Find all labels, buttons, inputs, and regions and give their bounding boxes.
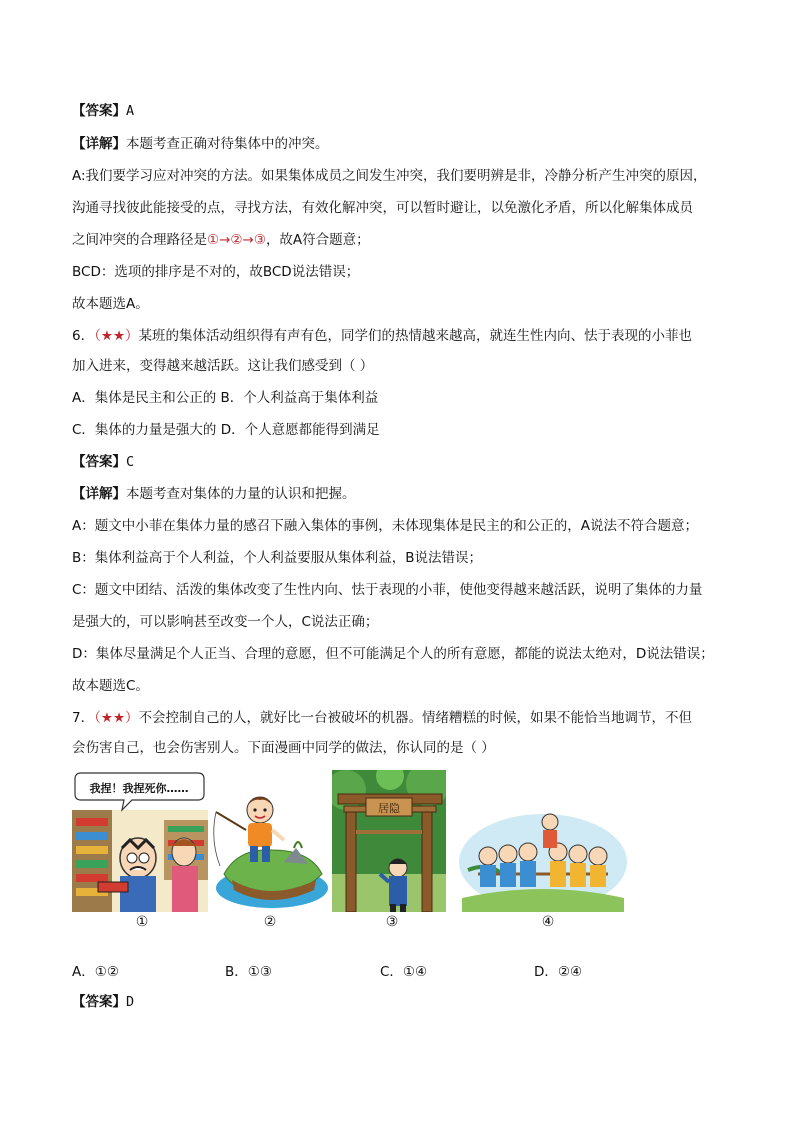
a-line3-pre: 之间冲突的合理路径是 (72, 232, 207, 248)
q7-answer (72, 992, 732, 1012)
q7-stem-1 (72, 708, 732, 728)
difficulty-stars: （★★） (94, 328, 139, 344)
cartoon-tug-of-war (458, 770, 628, 912)
answer-value: A (126, 103, 135, 119)
detail-intro: 本题考查正确对待集体中的冲突。 (126, 136, 329, 152)
team-left (479, 843, 537, 887)
speech-bubble-text: 我捏！我捏死你…… (89, 782, 189, 795)
question-number: 6． (72, 328, 95, 344)
answer-label: 【答案】 (72, 454, 126, 470)
pic-label-4: ④ (541, 914, 555, 930)
q5-detail (72, 134, 732, 154)
cartoon-fishing-island (210, 770, 330, 912)
detail-label: 【详解】 (72, 486, 126, 502)
q7-option-c: C．①④ (380, 964, 428, 980)
q6-conclusion: 故本题选C。 (72, 678, 149, 694)
q5-bcd-line: BCD：选项的排序是不对的，故BCD说法错误； (72, 264, 360, 280)
pic-label-1: ① (135, 914, 149, 930)
team-right (549, 843, 607, 887)
pic-label-2: ② (263, 914, 277, 930)
q6-c-line-2: 是强大的，可以影响甚至改变一个人，C说法正确； (72, 614, 379, 630)
stem-text: 不会控制自己的人，就好比一台被破坏的机器。情绪糟糕的时候，如果不能恰当地调节，不但 (138, 710, 693, 726)
q6-answer (72, 452, 732, 472)
pic-label-3: ③ (385, 914, 399, 930)
q5-answer (72, 101, 732, 121)
gate-sign-text: 居隐 (378, 802, 400, 815)
q7-stem-2: 会伤害自己，也会伤害别人。下面漫画中同学的做法，你认同的是（ ） (72, 740, 495, 756)
cartoon-wooden-gate (332, 770, 446, 912)
q6-options-2: C．集体的力量是强大的 D．个人意愿都能得到满足 (72, 422, 380, 438)
answer-value: D (126, 994, 135, 1010)
q7-option-d: D．②④ (534, 964, 583, 980)
q6-c-line-1: C：题文中团结、活泼的集体改变了生性内向、怯于表现的小菲，使他变得越来越活跃，说明了集体的力量 (72, 582, 703, 598)
q6-b-line: B：集体利益高于个人利益，个人利益要服从集体利益，B说法错误； (72, 550, 483, 566)
q5-a-line-3 (72, 230, 732, 250)
q5-a-line-1: A:我们要学习应对冲突的方法。如果集体成员之间发生冲突，我们要明辨是非，冷静分析产生冲突的原因， (72, 168, 707, 184)
q6-d-line: D：集体尽量满足个人正当、合理的意愿，但不可能满足个人的所有意愿，都能的说法太绝对，D说法错误； (72, 646, 714, 662)
q5-conclusion: 故本题选A。 (72, 296, 149, 312)
difficulty-stars: （★★） (94, 710, 139, 726)
q7-option-b: B．①③ (225, 964, 272, 980)
q6-a-line: A：题文中小菲在集体力量的感召下融入集体的事例，未体现集体是民主的和公正的，A说法不符合题意； (72, 518, 698, 534)
sequence-highlight: ①→②→③ (207, 232, 266, 248)
cartoon-angry-shop (72, 770, 208, 912)
q6-stem-2: 加入进来，变得越来越活跃。这让我们感受到（ ） (72, 358, 374, 374)
stem-text: 某班的集体活动组织得有声有色，同学们的热情越来越高，就连生性内向、怯于表现的小菲也 (138, 328, 693, 344)
detail-intro: 本题考查对集体的力量的认识和把握。 (126, 486, 356, 502)
answer-label: 【答案】 (72, 994, 126, 1010)
answer-label: 【答案】 (72, 103, 126, 119)
detail-label: 【详解】 (72, 136, 126, 152)
a-line3-post: ，故A符合题意； (265, 232, 370, 248)
q6-detail (72, 484, 732, 504)
q6-options-1: A．集体是民主和公正的 B．个人利益高于集体利益 (72, 390, 379, 406)
q6-stem-1 (72, 326, 732, 346)
answer-value: C (126, 454, 135, 470)
q5-a-line-2: 沟通寻找彼此能接受的点，寻找方法，有效化解冲突，可以暂时避让，以免激化矛盾，所以化解集体成员 (72, 200, 693, 216)
question-number: 7． (72, 710, 95, 726)
q7-option-a: A．①② (72, 964, 119, 980)
